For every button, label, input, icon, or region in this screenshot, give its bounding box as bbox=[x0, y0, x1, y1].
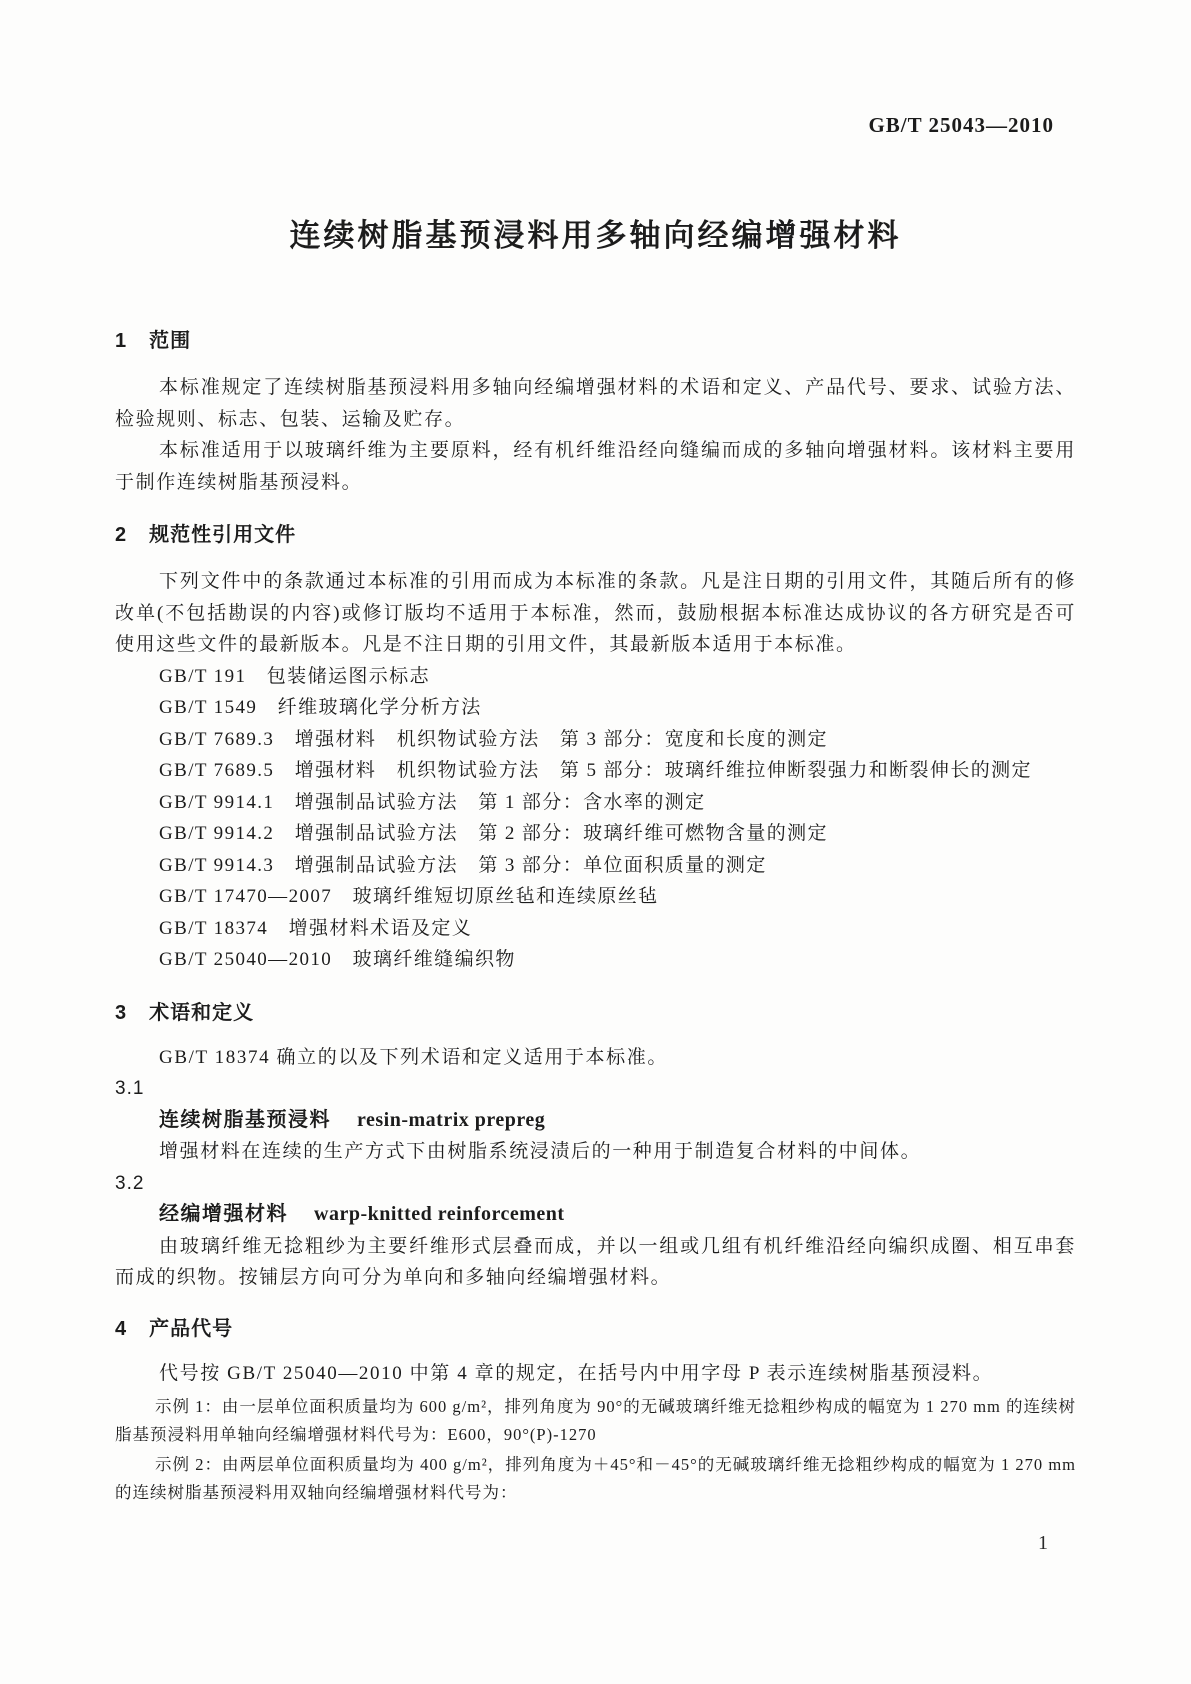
term-en: warp-knitted reinforcement bbox=[314, 1203, 565, 1225]
section-heading-product-code bbox=[115, 1314, 1076, 1344]
term-line bbox=[115, 1105, 1076, 1137]
reference-item: GB/T 9914.3 增强制品试验方法 第 3 部分：单位面积质量的测定 bbox=[159, 854, 767, 876]
page-number: 1 bbox=[1038, 1532, 1048, 1554]
term-definition: 由玻璃纤维无捻粗纱为主要纤维形式层叠而成，并以一组或几组有机纤维沿经向编织成圈、相互串套而成的织物。按铺层方向可分为单向和多轴向经编增强材料。 bbox=[115, 1235, 1076, 1288]
reference-item: GB/T 25040—2010 玻璃纤维缝编织物 bbox=[159, 949, 516, 970]
reference-item: GB/T 9914.1 增强制品试验方法 第 1 部分：含水率的测定 bbox=[159, 791, 706, 813]
reference-item: GB/T 9914.2 增强制品试验方法 第 2 部分：玻璃纤维可燃物含量的测定 bbox=[159, 823, 828, 844]
reference-item: GB/T 18374 增强材料术语及定义 bbox=[159, 917, 473, 939]
reference-item: GB/T 7689.5 增强材料 机织物试验方法 第 5 部分：玻璃纤维拉伸断裂强力和断裂伸长的测定 bbox=[159, 760, 1032, 781]
term-en: resin-matrix prepreg bbox=[357, 1108, 546, 1131]
section-heading-scope bbox=[115, 326, 1076, 356]
scope-paragraph-2: 本标准适用于以玻璃纤维为主要原料，经有机纤维沿经向缝编而成的多轴向增强材料。该材料主要用于制作连续树脂基预浸料。 bbox=[115, 440, 1076, 493]
section-number: 2 bbox=[115, 524, 128, 546]
terms-intro: GB/T 18374 确立的以及下列术语和定义适用于本标准。 bbox=[159, 1046, 668, 1068]
section-title: 范围 bbox=[149, 330, 192, 352]
term-zh: 连续树脂基预浸料 bbox=[159, 1108, 331, 1131]
term-definition: 增强材料在连续的生产方式下由树脂系统浸渍后的一种用于制造复合材料的中间体。 bbox=[159, 1141, 922, 1162]
product-code-paragraph: 代号按 GB/T 25040—2010 中第 4 章的规定，在括号内中用字母 P 表示连续树脂基预浸料。 bbox=[159, 1362, 994, 1384]
section-heading-normative-references bbox=[115, 520, 1076, 550]
document-title: 连续树脂基预浸料用多轴向经编增强材料 bbox=[289, 218, 902, 253]
example-1: 示例 1：由一层单位面积质量均为 600 g/m²，排列角度为 90°的无碱玻璃纤维无捻粗纱构成的幅宽为 1 270 mm 的连续树脂基预浸料用单轴向经编增强材料代号为：E600，90°(P)-1270 bbox=[115, 1397, 1076, 1444]
section-title: 规范性引用文件 bbox=[149, 524, 297, 546]
section-number: 4 bbox=[115, 1317, 128, 1340]
reference-item: GB/T 1549 纤维玻璃化学分析方法 bbox=[159, 697, 482, 718]
reference-item: GB/T 17470—2007 玻璃纤维短切原丝毡和连续原丝毡 bbox=[159, 886, 659, 907]
clause-number: 3.1 bbox=[115, 1078, 145, 1099]
section-number: 1 bbox=[115, 330, 128, 352]
section-heading-terms bbox=[115, 998, 1076, 1028]
section-title: 术语和定义 bbox=[149, 1001, 255, 1024]
reference-item: GB/T 191 包装储运图示标志 bbox=[159, 665, 430, 687]
section-title: 产品代号 bbox=[149, 1317, 234, 1340]
scope-paragraph-1: 本标准规定了连续树脂基预浸料用多轴向经编增强材料的术语和定义、产品代号、要求、试验方法、检验规则、标志、包装、运输及贮存。 bbox=[115, 377, 1076, 430]
clause-number: 3.2 bbox=[115, 1172, 145, 1194]
references-intro: 下列文件中的条款通过本标准的引用而成为本标准的条款。凡是注日期的引用文件，其随后所有的修改单(不包括勘误的内容)或修订版均不适用于本标准，然而，鼓励根据本标准达成协议的各方研究是否可使用这些文件的最新版本。凡是不注日期的引用文件，其最新版本适用于本标准。 bbox=[115, 571, 1076, 655]
section-number: 3 bbox=[115, 1001, 128, 1024]
example-2: 示例 2：由两层单位面积质量均为 400 g/m²，排列角度为＋45°和－45°的无碱玻璃纤维无捻粗纱构成的幅宽为 1 270 mm 的连续树脂基预浸料用双轴向经编增强材料代号为： bbox=[115, 1455, 1076, 1502]
standard-number: GB/T 25043—2010 bbox=[868, 113, 1054, 137]
term-zh: 经编增强材料 bbox=[159, 1203, 288, 1225]
reference-item: GB/T 7689.3 增强材料 机织物试验方法 第 3 部分：宽度和长度的测定 bbox=[159, 728, 828, 750]
term-line bbox=[115, 1199, 1076, 1231]
